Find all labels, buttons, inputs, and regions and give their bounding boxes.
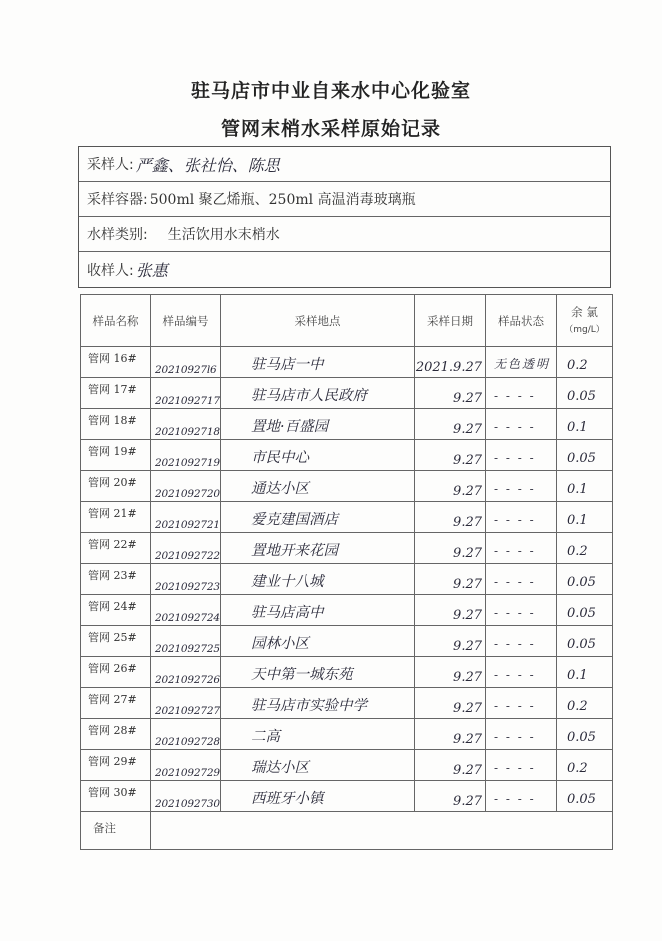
sample-code-cell	[151, 719, 221, 750]
sample-chlorine-value: 0.05	[567, 637, 596, 652]
sample-chlorine-value: 0.1	[567, 513, 588, 528]
table-row	[81, 719, 613, 750]
note-label: 备注	[81, 812, 151, 850]
sample-date-value: 9.27	[453, 608, 482, 623]
sample-location-value: 驻马店一中	[251, 357, 324, 373]
sample-code-cell	[151, 347, 221, 378]
sample-name-cell: 管网 25#	[81, 626, 151, 657]
sample-chlorine-cell	[557, 471, 613, 502]
sample-chlorine-cell	[557, 626, 613, 657]
container-label: 采样容器:	[87, 192, 148, 208]
sample-name-cell: 管网 21#	[81, 502, 151, 533]
sample-code-value: 2021092725	[155, 643, 220, 655]
sample-location-value: 驻马店市实验中学	[251, 698, 367, 714]
sample-name-cell: 管网 22#	[81, 533, 151, 564]
sample-status-cell	[486, 471, 557, 502]
sample-status-value: - - - -	[494, 699, 536, 713]
sample-status-value: - - - -	[494, 544, 536, 558]
sample-status-value: - - - -	[494, 668, 536, 682]
sample-name-cell: 管网 30#	[81, 781, 151, 812]
sample-date-value: 9.27	[453, 794, 482, 809]
table-row	[81, 502, 613, 533]
table-row	[81, 595, 613, 626]
sample-location-value: 爱克建国酒店	[251, 512, 338, 528]
sample-status-value: - - - -	[494, 637, 536, 651]
sample-status-cell	[486, 688, 557, 719]
header-chlorine	[557, 295, 613, 347]
sample-name-cell: 管网 17#	[81, 378, 151, 409]
sample-location-value: 市民中心	[251, 450, 309, 466]
sample-location-cell	[221, 750, 415, 781]
page-title: 驻马店市中业自来水中心化验室	[190, 80, 471, 102]
sample-date-value: 9.27	[453, 763, 482, 778]
sample-name-cell: 管网 20#	[81, 471, 151, 502]
sample-code-value: 2021092723	[155, 581, 220, 593]
sample-date-cell	[415, 750, 486, 781]
sample-chlorine-cell	[557, 502, 613, 533]
sample-code-cell	[151, 502, 221, 533]
sample-chlorine-value: 0.05	[567, 730, 596, 745]
sample-status-value: - - - -	[494, 451, 536, 465]
sample-date-value: 2021.9.27	[415, 360, 482, 375]
table-row	[81, 750, 613, 781]
sample-location-value: 置地开来花园	[251, 543, 338, 559]
sample-status-cell	[486, 533, 557, 564]
sample-location-cell	[221, 440, 415, 471]
header-chlorine-unit: （mg/L）	[564, 324, 605, 335]
sample-date-cell	[415, 378, 486, 409]
sampler-row	[79, 147, 610, 182]
sample-status-value: - - - -	[494, 513, 536, 527]
sample-name-cell: 管网 23#	[81, 564, 151, 595]
sample-chlorine-cell	[557, 347, 613, 378]
sample-chlorine-cell	[557, 657, 613, 688]
sample-code-cell	[151, 688, 221, 719]
sampler-label: 采样人:	[87, 157, 134, 173]
container-row	[79, 182, 610, 217]
sample-date-cell	[415, 471, 486, 502]
receiver-value: 张惠	[135, 261, 168, 280]
sample-date-cell	[415, 440, 486, 471]
sample-code-value: 2021092730	[155, 798, 220, 810]
sample-date-cell	[415, 657, 486, 688]
sample-chlorine-cell	[557, 440, 613, 471]
sample-date-value: 9.27	[453, 546, 482, 561]
sample-status-cell	[486, 564, 557, 595]
sample-code-value: 2021092720	[155, 488, 220, 500]
sample-chlorine-cell	[557, 378, 613, 409]
sample-location-cell	[221, 564, 415, 595]
sample-location-value: 瑞达小区	[251, 760, 309, 776]
sample-chlorine-value: 0.2	[567, 358, 588, 373]
sample-chlorine-value: 0.1	[567, 668, 588, 683]
sample-status-cell	[486, 502, 557, 533]
sample-code-cell	[151, 595, 221, 626]
sample-status-value: - - - -	[494, 606, 536, 620]
sample-date-value: 9.27	[453, 515, 482, 530]
sample-location-cell	[221, 471, 415, 502]
header-chlorine-label: 余 氯	[571, 304, 598, 319]
sample-chlorine-value: 0.05	[567, 792, 596, 807]
sample-location-value: 驻马店市人民政府	[251, 388, 367, 404]
sample-table	[80, 294, 613, 850]
header-location: 采样地点	[221, 295, 415, 347]
sample-chlorine-value: 0.1	[567, 420, 588, 435]
sample-date-value: 9.27	[453, 701, 482, 716]
sample-location-value: 园林小区	[251, 636, 309, 652]
sample-code-value: 20210927l6	[155, 364, 217, 376]
receiver-label: 收样人:	[87, 262, 134, 279]
info-box	[78, 146, 611, 288]
container-value: 500ml 聚乙烯瓶、250ml 高温消毒玻璃瓶	[149, 192, 416, 208]
type-value: 生活饮用水末梢水	[167, 227, 280, 243]
sample-location-cell	[221, 502, 415, 533]
sample-status-cell	[486, 409, 557, 440]
sample-chlorine-value: 0.05	[567, 606, 596, 621]
sample-chlorine-cell	[557, 533, 613, 564]
sample-chlorine-value: 0.05	[567, 451, 596, 466]
sample-code-cell	[151, 657, 221, 688]
sample-status-value: - - - -	[494, 575, 536, 589]
sample-status-value: 无色透明	[494, 357, 551, 371]
sample-status-value: - - - -	[494, 482, 536, 496]
sample-code-cell	[151, 564, 221, 595]
sample-location-value: 建业十八城	[251, 574, 324, 590]
sample-name-cell: 管网 29#	[81, 750, 151, 781]
sample-status-cell	[486, 750, 557, 781]
sample-status-cell	[486, 781, 557, 812]
receiver-row	[79, 252, 610, 287]
table-row	[81, 409, 613, 440]
sample-date-value: 9.27	[453, 391, 482, 406]
sample-chlorine-cell	[557, 750, 613, 781]
sample-chlorine-cell	[557, 409, 613, 440]
table-row	[81, 657, 613, 688]
header-date: 采样日期	[415, 295, 486, 347]
sample-date-cell	[415, 347, 486, 378]
sample-location-cell	[221, 378, 415, 409]
sampler-value: 严鑫、张社怡、陈思	[135, 155, 280, 175]
table-row	[81, 533, 613, 564]
note-row	[81, 812, 613, 850]
sample-date-value: 9.27	[453, 577, 482, 592]
sample-chlorine-value: 0.2	[567, 699, 588, 714]
sample-chlorine-value: 0.1	[567, 482, 588, 497]
sample-code-cell	[151, 378, 221, 409]
sample-code-value: 2021092726	[155, 674, 220, 686]
table-row	[81, 378, 613, 409]
sample-chlorine-cell	[557, 688, 613, 719]
sample-date-cell	[415, 781, 486, 812]
table-row	[81, 471, 613, 502]
sample-code-value: 2021092718	[155, 426, 220, 438]
sample-chlorine-value: 0.05	[567, 575, 596, 590]
sample-location-cell	[221, 719, 415, 750]
sample-location-cell	[221, 595, 415, 626]
sample-status-value: - - - -	[494, 389, 536, 403]
sample-status-value: - - - -	[494, 420, 536, 434]
sample-name-cell: 管网 24#	[81, 595, 151, 626]
sample-date-cell	[415, 595, 486, 626]
note-content	[151, 812, 613, 850]
sample-status-value: - - - -	[494, 792, 536, 806]
sample-date-cell	[415, 502, 486, 533]
sample-code-value: 2021092727	[155, 705, 220, 717]
sample-date-cell	[415, 688, 486, 719]
sample-location-value: 天中第一城东苑	[251, 667, 353, 683]
sample-location-cell	[221, 781, 415, 812]
sample-name-cell: 管网 16#	[81, 347, 151, 378]
sample-status-cell	[486, 657, 557, 688]
sample-code-value: 2021092722	[155, 550, 220, 562]
sample-code-value: 2021092724	[155, 612, 220, 624]
sample-code-cell	[151, 471, 221, 502]
sample-chlorine-value: 0.2	[567, 544, 588, 559]
sample-date-cell	[415, 564, 486, 595]
sample-code-cell	[151, 409, 221, 440]
sample-location-cell	[221, 626, 415, 657]
sample-status-cell	[486, 626, 557, 657]
sample-status-cell	[486, 595, 557, 626]
sample-location-cell	[221, 688, 415, 719]
sample-location-value: 置地·百盛园	[251, 419, 329, 435]
type-row	[79, 217, 610, 252]
sample-status-cell	[486, 378, 557, 409]
header-name: 样品名称	[81, 295, 151, 347]
sample-chlorine-cell	[557, 719, 613, 750]
sample-chlorine-value: 0.05	[567, 389, 596, 404]
type-label: 水样类别:	[87, 227, 148, 243]
sample-location-value: 二高	[251, 729, 280, 745]
sample-date-value: 9.27	[453, 422, 482, 437]
sample-name-cell: 管网 18#	[81, 409, 151, 440]
sample-date-cell	[415, 626, 486, 657]
sample-status-cell	[486, 440, 557, 471]
sample-name-cell: 管网 27#	[81, 688, 151, 719]
sample-location-value: 通达小区	[251, 481, 309, 497]
sample-status-cell	[486, 719, 557, 750]
sample-location-cell	[221, 409, 415, 440]
sample-date-value: 9.27	[453, 732, 482, 747]
table-header-row	[81, 295, 613, 347]
table-row	[81, 626, 613, 657]
sample-code-value: 2021092728	[155, 736, 220, 748]
sample-chlorine-cell	[557, 595, 613, 626]
sample-location-cell	[221, 533, 415, 564]
sample-code-cell	[151, 626, 221, 657]
sample-code-cell	[151, 781, 221, 812]
sample-name-cell: 管网 19#	[81, 440, 151, 471]
sample-code-cell	[151, 440, 221, 471]
sample-chlorine-value: 0.2	[567, 761, 588, 776]
table-row	[81, 440, 613, 471]
sample-status-value: - - - -	[494, 761, 536, 775]
sample-status-cell	[486, 347, 557, 378]
sample-code-value: 2021092721	[155, 519, 220, 531]
sample-date-cell	[415, 533, 486, 564]
header-status: 样品状态	[486, 295, 557, 347]
sample-code-cell	[151, 533, 221, 564]
table-row	[81, 688, 613, 719]
sample-name-cell: 管网 26#	[81, 657, 151, 688]
sample-date-value: 9.27	[453, 639, 482, 654]
sample-chlorine-cell	[557, 564, 613, 595]
sample-location-cell	[221, 347, 415, 378]
sample-date-cell	[415, 409, 486, 440]
sample-chlorine-cell	[557, 781, 613, 812]
sample-location-cell	[221, 657, 415, 688]
sample-code-value: 2021092719	[155, 457, 220, 469]
sample-status-value: - - - -	[494, 730, 536, 744]
table-row	[81, 347, 613, 378]
table-row	[81, 781, 613, 812]
sample-location-value: 驻马店高中	[251, 605, 324, 621]
table-row	[81, 564, 613, 595]
sample-code-cell	[151, 750, 221, 781]
sample-location-value: 西班牙小镇	[251, 791, 324, 807]
sample-code-value: 2021092717	[155, 395, 220, 407]
sample-date-cell	[415, 719, 486, 750]
sample-date-value: 9.27	[453, 484, 482, 499]
sample-date-value: 9.27	[453, 670, 482, 685]
header-code: 样品编号	[151, 295, 221, 347]
sample-code-value: 2021092729	[155, 767, 220, 779]
sample-name-cell: 管网 28#	[81, 719, 151, 750]
sample-date-value: 9.27	[453, 453, 482, 468]
page-subtitle: 管网末梢水采样原始记录	[220, 118, 441, 140]
